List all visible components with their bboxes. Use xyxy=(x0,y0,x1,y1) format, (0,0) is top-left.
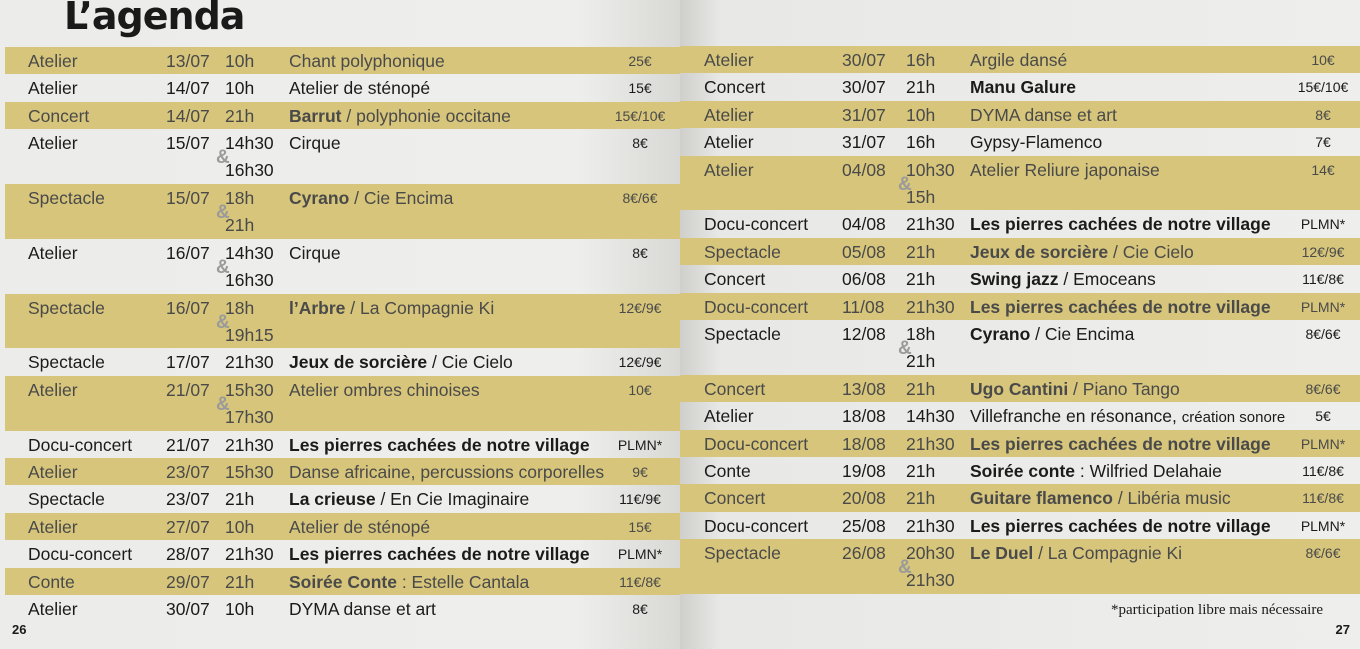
event-type: Atelier xyxy=(28,51,78,71)
ampersand-glyph: & xyxy=(216,147,230,169)
event-name xyxy=(970,214,1271,235)
agenda-row xyxy=(680,128,1360,155)
event-title: Jeux de sorcière xyxy=(970,241,1109,262)
event-type: Atelier xyxy=(28,242,78,263)
event-price: 8€/6€ xyxy=(622,189,658,206)
event-price: PLMN* xyxy=(617,436,663,453)
event-date: 25/08 xyxy=(842,515,886,536)
event-type: Spectacle xyxy=(28,489,105,510)
event-name xyxy=(289,352,513,373)
event-title: Les pierres cachées de notre village xyxy=(970,296,1271,317)
event-detail: : Estelle Cantala xyxy=(396,571,530,592)
event-title: Les pierres cachées de notre village xyxy=(970,515,1271,536)
event-detail: Atelier ombres chinoises xyxy=(289,379,480,400)
agenda-row xyxy=(5,129,680,184)
agenda-row xyxy=(680,293,1360,320)
event-price: 10€ xyxy=(1311,52,1335,68)
agenda-row xyxy=(5,595,680,622)
event-price: PLMN* xyxy=(1300,216,1346,233)
event-name xyxy=(289,133,341,154)
event-detail: / La Compagnie Ki xyxy=(1033,543,1183,564)
event-time: 21h xyxy=(906,241,936,262)
event-time: 21h xyxy=(906,488,936,509)
ampersand-glyph: & xyxy=(898,173,912,195)
event-title: l’Arbre xyxy=(289,297,346,318)
event-type: Spectacle xyxy=(704,241,781,262)
event-type: Docu-concert xyxy=(704,214,809,235)
event-date: 30/07 xyxy=(842,77,886,98)
event-title: Cyrano xyxy=(970,323,1031,344)
agenda-row xyxy=(680,210,1360,237)
event-title: Barrut xyxy=(289,105,342,126)
event-type: Docu-concert xyxy=(704,433,809,454)
event-date: 13/08 xyxy=(842,378,886,399)
event-date: 06/08 xyxy=(842,269,886,290)
agenda-row xyxy=(5,294,680,349)
event-detail: Gypsy-Flamenco xyxy=(970,132,1103,153)
event-detail: Chant polyphonique xyxy=(289,51,445,71)
event-time: 16h xyxy=(906,50,936,70)
agenda-row xyxy=(680,73,1360,100)
event-time: 14h30 xyxy=(906,406,955,427)
event-price: 10€ xyxy=(628,381,652,398)
event-time-second: 21h xyxy=(225,214,255,235)
event-time-second: 15h xyxy=(906,186,936,207)
event-time: 14h30 xyxy=(225,242,274,263)
event-detail: Atelier Reliure japonaise xyxy=(970,159,1160,180)
agenda-row xyxy=(5,376,680,431)
event-title: Swing jazz xyxy=(970,269,1059,290)
ampersand-glyph: & xyxy=(216,256,230,278)
event-price: 11€/9€ xyxy=(619,491,661,508)
event-time: 21h xyxy=(225,571,255,592)
event-date: 19/08 xyxy=(842,460,886,481)
event-name xyxy=(289,380,480,401)
event-detail: / Cie Cielo xyxy=(427,352,513,373)
event-detail: / Emoceans xyxy=(1058,269,1156,290)
event-name xyxy=(289,572,529,593)
event-date: 13/07 xyxy=(166,51,210,71)
agenda-row xyxy=(680,375,1360,402)
agenda-row xyxy=(5,540,680,567)
event-price: 12€/9€ xyxy=(618,299,662,316)
agenda-row xyxy=(680,46,1360,73)
event-name xyxy=(970,297,1271,318)
event-time: 10h30 xyxy=(906,159,955,180)
event-detail: / Cie Cielo xyxy=(1108,241,1194,262)
event-price: 8€ xyxy=(632,135,648,152)
event-time: 10h xyxy=(225,78,255,99)
event-name xyxy=(970,105,1117,126)
event-title: Soirée Conte xyxy=(289,571,397,592)
event-name xyxy=(970,461,1222,482)
event-time: 15h30 xyxy=(225,379,274,400)
right-agenda-list xyxy=(680,46,1360,594)
agenda-row xyxy=(5,239,680,294)
event-time: 18h xyxy=(906,323,936,344)
event-date: 27/07 xyxy=(166,516,210,537)
event-detail: Villefranche en résonance, xyxy=(970,406,1182,427)
event-title: La crieuse xyxy=(289,489,376,510)
event-name xyxy=(970,77,1076,98)
event-date: 30/07 xyxy=(842,50,886,70)
event-price: 8€ xyxy=(632,244,648,261)
event-price: 8€/6€ xyxy=(1305,325,1341,342)
event-type: Concert xyxy=(28,105,90,126)
ampersand-glyph: & xyxy=(898,337,912,359)
event-time: 21h30 xyxy=(906,296,955,317)
event-type: Atelier xyxy=(704,104,754,125)
event-date: 17/07 xyxy=(166,352,210,373)
event-type: Spectacle xyxy=(28,352,105,373)
event-price: 12€/9€ xyxy=(1301,243,1345,260)
agenda-row xyxy=(5,74,680,101)
event-time: 18h xyxy=(225,187,255,208)
agenda-row xyxy=(680,238,1360,265)
event-title: Les pierres cachées de notre village xyxy=(289,544,590,565)
event-name xyxy=(289,78,430,99)
agenda-row xyxy=(5,184,680,239)
event-time: 15h30 xyxy=(225,461,274,482)
event-name xyxy=(970,434,1271,455)
event-type: Docu-concert xyxy=(704,515,809,536)
event-title: Cyrano xyxy=(289,187,350,208)
event-time: 14h30 xyxy=(225,133,274,154)
event-price: 11€/8€ xyxy=(1302,462,1344,479)
event-type: Atelier xyxy=(28,461,78,482)
event-price: 14€ xyxy=(1311,161,1335,178)
event-detail: Danse africaine, percussions corporelles xyxy=(289,461,605,482)
agenda-row xyxy=(5,568,680,595)
event-detail: / Cie Encima xyxy=(1030,323,1135,344)
event-name xyxy=(970,50,1067,71)
event-type: Spectacle xyxy=(28,297,105,318)
event-date: 29/07 xyxy=(166,571,210,592)
event-time: 21h30 xyxy=(906,515,955,536)
agenda-row xyxy=(5,348,680,375)
event-detail: / Libéria music xyxy=(1112,488,1231,509)
event-time: 10h xyxy=(225,51,255,71)
event-price: 15€ xyxy=(628,80,652,97)
event-time: 21h30 xyxy=(906,433,955,454)
event-name xyxy=(970,516,1271,537)
event-price: 8€ xyxy=(632,600,648,617)
right-page xyxy=(680,0,1360,649)
event-detail: / Piano Tango xyxy=(1068,378,1180,399)
agenda-row xyxy=(680,484,1360,511)
event-name xyxy=(289,435,590,456)
event-detail: DYMA danse et art xyxy=(289,598,436,619)
event-type: Spectacle xyxy=(704,323,781,344)
event-time: 16h xyxy=(906,132,936,153)
event-detail: Cirque xyxy=(289,242,341,263)
event-price: 5€ xyxy=(1315,408,1331,425)
event-name xyxy=(970,543,1182,564)
event-price: 15€/10€ xyxy=(614,107,666,124)
ampersand-glyph: & xyxy=(898,557,912,579)
event-time-second: 21h30 xyxy=(906,570,955,591)
event-detail: : Wilfried Delahaie xyxy=(1075,460,1222,481)
event-type: Spectacle xyxy=(28,187,105,208)
event-price: 7€ xyxy=(1315,134,1331,151)
event-type: Conte xyxy=(28,571,75,592)
event-price: 25€ xyxy=(628,53,652,69)
event-date: 23/07 xyxy=(166,461,210,482)
event-time: 10h xyxy=(225,598,255,619)
event-type: Atelier xyxy=(28,133,78,154)
event-date: 20/08 xyxy=(842,488,886,509)
event-time: 20h30 xyxy=(906,543,955,564)
agenda-row xyxy=(5,485,680,512)
event-date: 15/07 xyxy=(166,133,210,154)
event-price: 8€/6€ xyxy=(1305,380,1341,397)
event-date: 16/07 xyxy=(166,297,210,318)
event-detail-small: création sonore xyxy=(1181,409,1286,427)
event-price: 9€ xyxy=(632,463,648,480)
event-date: 11/08 xyxy=(842,296,885,317)
agenda-row xyxy=(680,320,1360,375)
event-date: 05/08 xyxy=(842,241,886,262)
event-date: 21/07 xyxy=(166,379,210,400)
agenda-row xyxy=(680,265,1360,292)
event-name xyxy=(970,406,1285,427)
event-type: Concert xyxy=(704,77,766,98)
event-time: 21h30 xyxy=(225,352,274,373)
event-type: Atelier xyxy=(28,516,78,537)
event-date: 18/08 xyxy=(842,433,886,454)
agenda-row xyxy=(680,539,1360,594)
event-type: Atelier xyxy=(28,379,78,400)
event-time-second: 19h15 xyxy=(225,324,274,345)
event-time: 21h xyxy=(906,460,936,481)
event-detail: Atelier de sténopé xyxy=(289,516,431,537)
event-name xyxy=(970,242,1194,263)
right-page-number: 27 xyxy=(1335,622,1350,637)
left-page-number: 26 xyxy=(12,622,27,637)
event-type: Atelier xyxy=(704,132,754,153)
event-price: 11€/8€ xyxy=(619,573,661,590)
event-name xyxy=(289,243,341,264)
event-time: 21h30 xyxy=(225,544,274,565)
event-price: PLMN* xyxy=(617,546,663,563)
event-name xyxy=(289,517,430,538)
event-date: 18/08 xyxy=(842,406,886,427)
event-type: Docu-concert xyxy=(704,296,809,317)
event-price: PLMN* xyxy=(1300,517,1346,534)
event-date: 15/07 xyxy=(166,187,210,208)
event-type: Spectacle xyxy=(704,543,781,564)
agenda-row xyxy=(5,513,680,540)
event-time: 21h xyxy=(906,269,936,290)
event-detail: DYMA danse et art xyxy=(970,104,1117,125)
event-title: Soirée conte xyxy=(970,460,1076,481)
event-name xyxy=(970,160,1160,181)
event-name xyxy=(289,298,494,319)
event-detail: / La Compagnie Ki xyxy=(345,297,495,318)
event-type: Concert xyxy=(704,378,766,399)
event-time-second: 16h30 xyxy=(225,160,274,181)
event-detail: Cirque xyxy=(289,133,341,154)
event-time-second: 17h30 xyxy=(225,406,274,427)
event-title: Manu Galure xyxy=(970,77,1076,98)
event-type: Docu-concert xyxy=(28,434,133,455)
event-time: 21h xyxy=(906,378,936,399)
event-date: 31/07 xyxy=(842,104,886,125)
agenda-row xyxy=(5,431,680,458)
event-detail: / En Cie Imaginaire xyxy=(375,489,530,510)
event-type: Concert xyxy=(704,269,766,290)
event-detail: / polyphonie occitane xyxy=(341,105,511,126)
event-title: Le Duel xyxy=(970,543,1034,564)
event-detail: Atelier de sténopé xyxy=(289,78,431,99)
event-name xyxy=(289,599,436,620)
agenda-title: L’agenda xyxy=(64,0,245,38)
event-price: 8€ xyxy=(1315,106,1331,123)
event-type: Atelier xyxy=(704,159,754,180)
agenda-row xyxy=(680,430,1360,457)
event-time: 21h30 xyxy=(225,434,274,455)
agenda-row xyxy=(680,512,1360,539)
event-time: 10h xyxy=(225,516,255,537)
event-date: 16/07 xyxy=(166,242,210,263)
event-name xyxy=(970,269,1156,290)
ampersand-glyph: & xyxy=(216,201,230,223)
event-name xyxy=(289,106,511,127)
event-title: Ugo Cantini xyxy=(970,378,1069,399)
event-name xyxy=(970,132,1102,153)
event-time-second: 21h xyxy=(906,350,936,371)
agenda-row xyxy=(5,47,680,74)
event-name xyxy=(289,544,590,565)
event-name xyxy=(970,324,1134,345)
event-date: 28/07 xyxy=(166,544,210,565)
event-type: Atelier xyxy=(28,598,78,619)
event-title: Les pierres cachées de notre village xyxy=(970,214,1271,235)
event-price: 11€/8€ xyxy=(1302,490,1344,507)
event-date: 14/07 xyxy=(166,105,210,126)
event-name xyxy=(289,489,529,510)
event-time: 10h xyxy=(906,104,936,125)
ampersand-glyph: & xyxy=(216,393,230,415)
event-price: PLMN* xyxy=(1300,298,1346,315)
event-price: 8€/6€ xyxy=(1305,545,1341,562)
agenda-row xyxy=(680,402,1360,429)
event-type: Conte xyxy=(704,460,751,481)
event-price: 15€/10€ xyxy=(1297,79,1349,96)
event-date: 21/07 xyxy=(166,434,210,455)
event-price: 15€ xyxy=(628,518,652,535)
event-name xyxy=(970,379,1180,400)
event-price: 12€/9€ xyxy=(618,354,662,371)
event-time: 21h xyxy=(906,77,936,98)
event-date: 30/07 xyxy=(166,598,210,619)
event-type: Docu-concert xyxy=(28,544,133,565)
event-date: 26/08 xyxy=(842,543,886,564)
event-type: Atelier xyxy=(704,406,754,427)
event-date: 23/07 xyxy=(166,489,210,510)
event-type: Atelier xyxy=(704,50,754,70)
event-type: Atelier xyxy=(28,78,78,99)
event-price: PLMN* xyxy=(1300,435,1346,452)
event-time: 21h xyxy=(225,105,255,126)
event-time: 18h xyxy=(225,297,255,318)
agenda-row xyxy=(680,457,1360,484)
event-price: 11€/8€ xyxy=(1302,271,1344,288)
agenda-row xyxy=(680,156,1360,211)
event-date: 14/07 xyxy=(166,78,210,99)
event-detail: / Cie Encima xyxy=(349,187,454,208)
event-time: 21h30 xyxy=(906,214,955,235)
event-title: Guitare flamenco xyxy=(970,488,1113,509)
event-date: 31/07 xyxy=(842,132,886,153)
event-name xyxy=(289,51,445,72)
event-date: 12/08 xyxy=(842,323,886,344)
ampersand-glyph: & xyxy=(216,311,230,333)
event-type: Concert xyxy=(704,488,766,509)
event-time: 21h xyxy=(225,489,255,510)
event-name xyxy=(289,462,604,483)
agenda-row xyxy=(680,101,1360,128)
event-name xyxy=(289,188,453,209)
footnote: *participation libre mais nécessaire xyxy=(1111,602,1323,618)
event-detail: Argile dansé xyxy=(970,50,1068,70)
event-title: Les pierres cachées de notre village xyxy=(289,434,590,455)
left-agenda-list xyxy=(5,47,680,622)
agenda-row xyxy=(5,458,680,485)
event-name xyxy=(970,488,1231,509)
event-title: Jeux de sorcière xyxy=(289,352,428,373)
event-date: 04/08 xyxy=(842,159,886,180)
event-title: Les pierres cachées de notre village xyxy=(970,433,1271,454)
event-time-second: 16h30 xyxy=(225,269,274,290)
event-date: 04/08 xyxy=(842,214,886,235)
agenda-row xyxy=(5,102,680,129)
